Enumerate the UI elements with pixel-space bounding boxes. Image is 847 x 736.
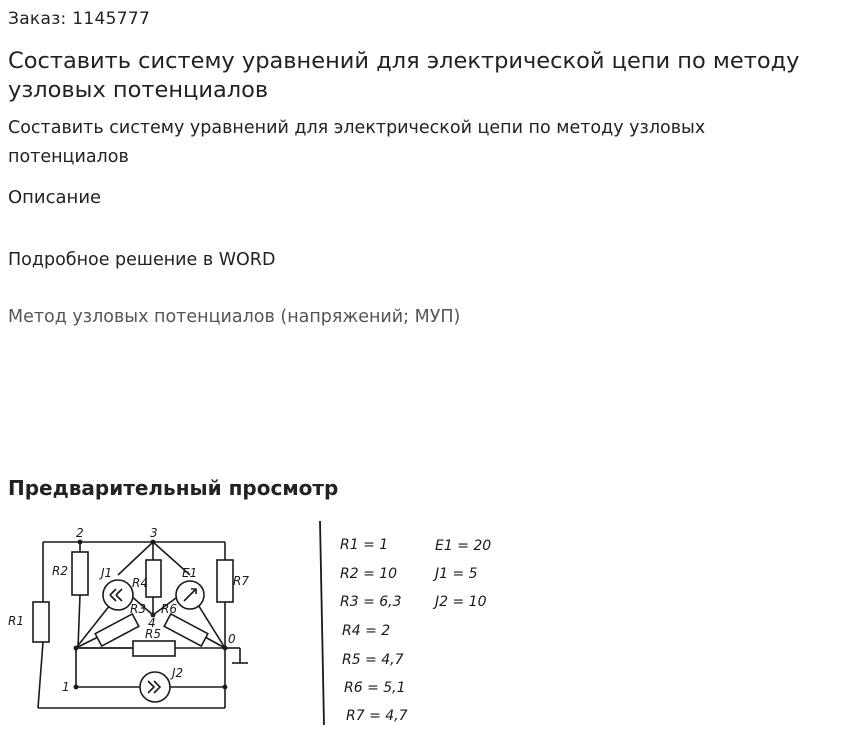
node-label-1: 1 — [62, 680, 70, 694]
value-r4: R4 = 2 — [342, 623, 391, 639]
order-number: Заказ: 1145777 — [8, 9, 151, 29]
node-label-4: 4 — [148, 616, 156, 630]
value-r6: R6 = 5,1 — [344, 680, 406, 696]
label-r5: R5 — [145, 627, 161, 641]
label-e1: E1 — [182, 566, 198, 580]
label-j1: J1 — [101, 566, 113, 580]
preview-divider — [320, 521, 324, 725]
label-r4: R4 — [132, 576, 148, 590]
values-list — [340, 537, 491, 724]
value-r1: R1 = 1 — [340, 537, 389, 553]
node-label-2: 2 — [76, 526, 84, 540]
current-source-j1-icon — [103, 580, 133, 610]
label-r6: R6 — [161, 602, 177, 616]
value-j2: J2 = 10 — [435, 594, 487, 610]
label-r2: R2 — [52, 564, 68, 578]
page-title: Составить систему уравнений для электрической цепи по методу узловых потенциалов — [8, 48, 800, 103]
resistor-r1 — [33, 602, 49, 642]
voltage-source-e1-icon — [176, 581, 204, 609]
method-tag: Метод узловых потенциалов (напряжений; МУП) — [8, 307, 461, 327]
label-r7: R7 — [233, 574, 249, 588]
current-source-j2-icon — [140, 672, 170, 702]
description-heading: Описание — [8, 187, 102, 208]
value-r3: R3 = 6,3 — [340, 594, 402, 610]
node-label-0: 0 — [228, 632, 236, 646]
value-e1: E1 = 20 — [435, 538, 492, 554]
resistor-r2 — [72, 552, 88, 595]
page-subtitle: Составить систему уравнений для электрической цепи по методу узловых потенциалов — [8, 118, 706, 167]
preview-image — [0, 515, 560, 736]
value-r2: R2 = 10 — [340, 566, 398, 582]
resistor-r4 — [146, 560, 161, 597]
label-r3: R3 — [130, 602, 146, 616]
value-r7: R7 = 4,7 — [346, 708, 408, 724]
circuit-diagram-svg — [0, 515, 560, 736]
resistor-r5 — [133, 641, 175, 656]
resistor-r7 — [217, 560, 233, 602]
preview-heading: Предварительный просмотр — [8, 476, 339, 500]
node-label-3: 3 — [150, 526, 158, 540]
value-j1: J1 = 5 — [435, 566, 478, 582]
label-r1: R1 — [8, 614, 24, 628]
value-r5: R5 = 4,7 — [342, 652, 404, 668]
label-j2: J2 — [172, 666, 184, 680]
word-note: Подробное решение в WORD — [8, 250, 276, 270]
